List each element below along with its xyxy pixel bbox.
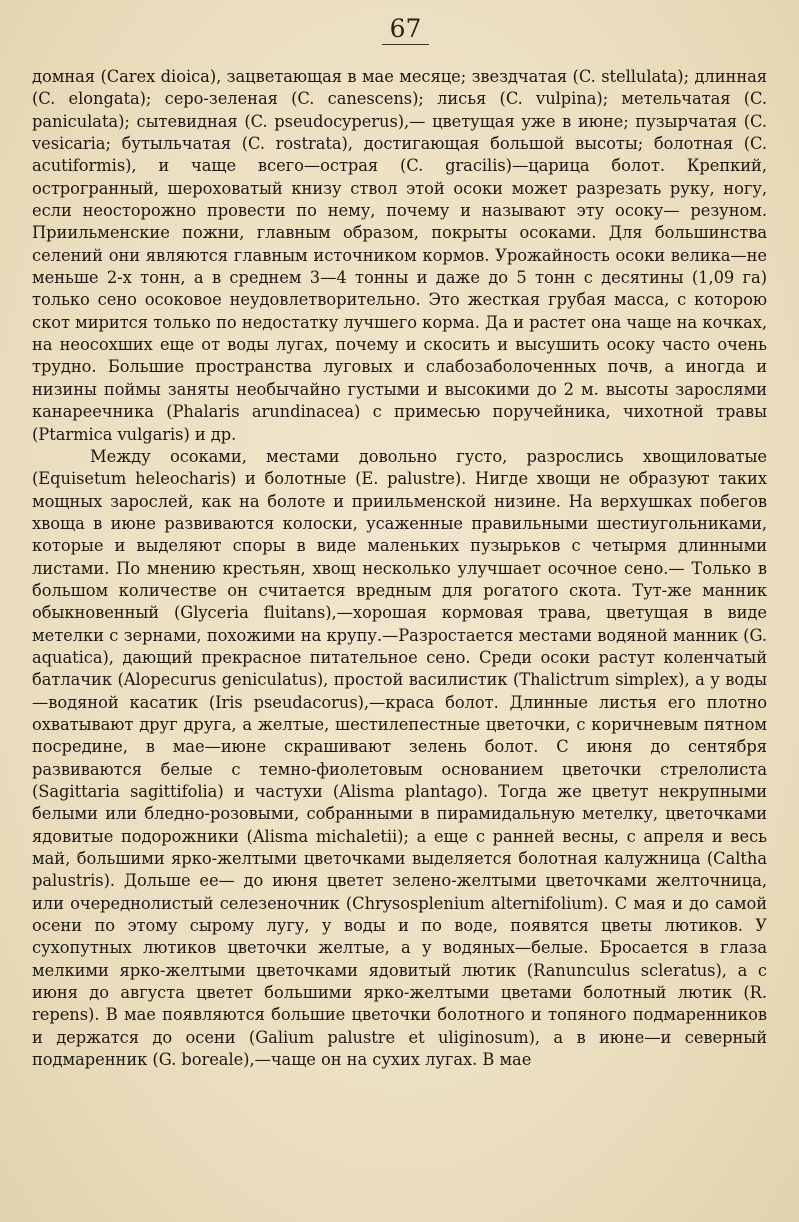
page-number [0, 14, 799, 45]
paragraph-horsetails-and-flowers: Между осоками, местами довольно густо, разрослись хвощиловатые (Equisetum heleocharis) и болотные (E. palustre). Нигде хвощи не образуют таких мощных зарослей, как на болоте и приильменской низине. На верхушках побегов хвоща в июне развиваются колоски, усаженные правильными шестиугольниками, которые и выделяют споры в виде маленьких пузырьков с четырмя длинными листами. По мнению крестьян, хвощ несколько улучшает осочное сено.— Только в большом количестве он считается вредным для рогатого скота. Тут-же манник обыкновенный (Glyceria fluitans),—хорошая кормовая трава, цветущая в виде метелки с зернами, похожими на крупу.—Разростается местами водяной манник (G. aquatica), дающий прекрасное питательное сено. Среди осоки растут коленчатый батлачик (Alopecurus geniculatus), простой василистик (Thalictrum simplex), а у воды—водяной касатик (Iris pseudacorus),—краса болот. Длинные листья его плотно охватывают друг друга, а желтые, шестилепестные цветочки, с коричневым пятном посредине, в мае—июне скрашивают зелень болот. С июня до сентября развиваются белые с темно-фиолетовым основанием цветочки стрелолиста (Sagittaria sagittifolia) и частухи (Alisma plantago). Тогда же цветут некрупными белыми или бледно-розовыми, собранными в пирамидальную метелку, цветочками ядовитые подорожники (Alisma michaletii); а еще с ранней весны, с апреля и весь май, большими ярко-желтыми цветочками выделяется болотная калужница (Caltha palustris). Дольше ее— до июня цветет зелено-желтыми цветочками желточница, или очереднолистый селезеночник (Chrysosplenium alternifolium). С мая и до самой осени по этому сырому лугу, у воды и по воде, появятся цветы лютиков. У сухопутных лютиков цветочки желтые, а у водяных—белые. Бросается в глаза мелкими ярко-желтыми цветочками ядовитый лютик (Ranunculus scleratus), а с июня до августа цветет большими ярко-желтыми цветами болотный лютик (R. repens). В мае появляются большие цветочки болотного и топяного подмаренников и держатся до осени (Galium palustre et uliginosum), а в июне—и северный подмаренник (G. boreale),—чаще он на сухих лугах. В мае [32, 446, 767, 1070]
paragraph-sedges: домная (Carex dioica), зацветающая в мае месяце; звездчатая (C. stellulata); длинная (C. elongata); серо-зеленая (C. canescens); лисья (C. vulpina); метельчатая (C. paniculata); сытевидная (C. pseudocyperus),— цветущая уже в июне; пузырчатая (C. vesicaria; бутыльчатая (C. rostrata), достигающая большой высоты; болотная (C. acutiformis), и чаще всего—острая (C. gracilis)—царица болот. Крепкий, острогранный, шероховатый книзу ствол этой осоки может разрезать руку, ногу, если неосторожно провести по нему, почему и называют эту осоку— резуном. Приильменские пожни, главным образом, покрыты осоками. Для большинства селений они являются главным источником кормов. Урожайность осоки велика—не меньше 2-х тонн, а в среднем 3—4 тонны и даже до 5 тонн с десятины (1,09 га) только сено осоковое неудовлетворительно. Это жесткая грубая масса, с которою скот мирится только по недостатку лучшего корма. Да и растет она чаще на кочках, на неосохших еще от воды лугах, почему и скосить и высушить осоку часто очень трудно. Большие пространства луговых и слабозаболоченных почв, а иногда и низины поймы заняты необычайно густыми и высокими до 2 м. высоты зарослями канареечника (Phalaris arundinacea) с примесью поручейника, чихотной травы (Ptarmica vulgaris) и др. [32, 67, 767, 444]
page-number-text: 67 [382, 14, 430, 45]
page-body [32, 66, 767, 1071]
